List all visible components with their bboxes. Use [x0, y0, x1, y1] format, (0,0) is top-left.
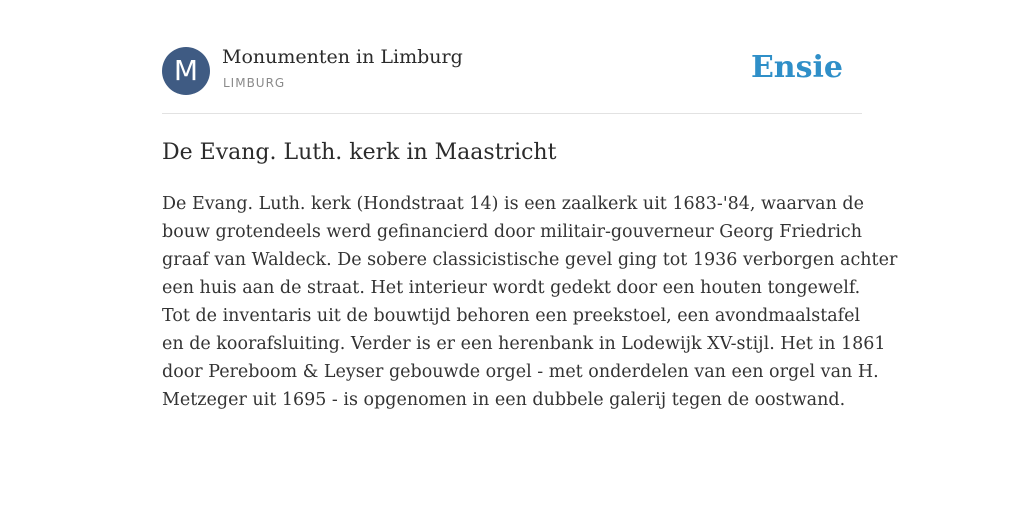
header-divider	[162, 113, 862, 114]
article-body-line: en de koorafsluiting. Verder is er een herenbank in Lodewijk XV-stijl. Het in 1861	[162, 334, 886, 354]
article-body-line: graaf van Waldeck. De sobere classicistische gevel ging tot 1936 verborgen achter	[162, 250, 898, 270]
avatar[interactable]: M	[162, 47, 210, 95]
article-body-line: Tot de inventaris uit de bouwtijd behoren een preekstoel, een avondmaalstafel	[162, 306, 861, 326]
source-name-link[interactable]: Monumenten in Limburg	[222, 46, 463, 68]
article-body-line: De Evang. Luth. kerk (Hondstraat 14) is een zaalkerk uit 1683-'84, waarvan de	[162, 194, 864, 214]
article-body-line: bouw grotendeels werd gefinancierd door militair-gouverneur Georg Friedrich	[162, 222, 862, 242]
ensie-logo[interactable]: Ensie	[750, 50, 843, 85]
article-body-line: een huis aan de straat. Het interieur wordt gedekt door een houten tongewelf.	[162, 278, 861, 298]
source-category-tag[interactable]: LIMBURG	[223, 76, 286, 90]
article-body-line: Metzeger uit 1695 - is opgenomen in een dubbele galerij tegen de oostwand.	[162, 390, 846, 410]
article-body-line: door Pereboom & Leyser gebouwde orgel - met onderdelen van een orgel van H.	[162, 362, 879, 382]
article-title: De Evang. Luth. kerk in Maastricht	[162, 140, 557, 165]
source-header	[162, 46, 862, 96]
article-body	[162, 190, 898, 414]
